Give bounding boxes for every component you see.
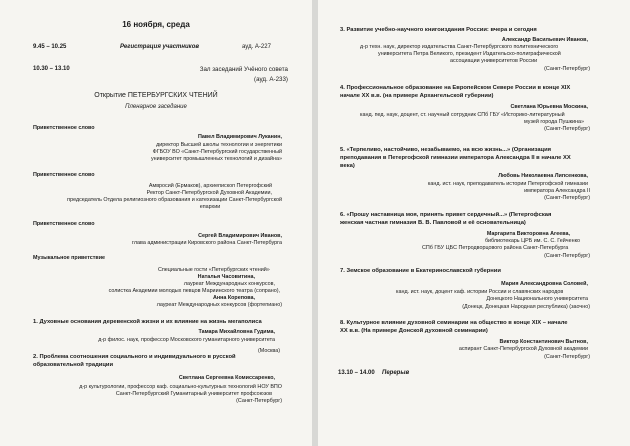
talk-line: аспирант Санкт-Петербургской Духовной академии (458, 346, 588, 352)
hall-room: (ауд. А-233) (254, 76, 288, 83)
talk-title-5: преподавания в Петергофской гимназии императора Александра II в начале XX (340, 155, 571, 161)
hall-label: Зал заседаний Учёного совета (199, 66, 288, 73)
talk-line: музей города Пушкина» (524, 119, 584, 125)
talk-title-4: 4. Профессиональное образование на Европейском Севере России в конце XIX (340, 85, 571, 91)
talk-speaker-8: Виктор Константинович Вытнов, (499, 339, 588, 345)
talk-line: д-р филос. наук, профессор Московского гуманитарного университета (98, 337, 275, 343)
talk-title-4: начале XX в.в. (на примере Архангельской губернии) (340, 93, 494, 99)
talk-line: (Санкт-Петербург) (544, 253, 590, 259)
talk-line: ассоциации университетов России (450, 58, 538, 64)
talk-speaker-3: Александр Васильевич Иванов, (501, 37, 588, 43)
greeting-line: председатель Отдела религиозного образования и катехизации Санкт-Петербургской (67, 197, 282, 203)
talk-title-1: 1. Духовные основания деревенской жизни и их влияние на жизнь мегаполиса (33, 319, 262, 325)
music-name-1: Наталья Часовитина, (197, 274, 255, 280)
greeting-name-1: Павел Владимирович Луканин, (197, 134, 282, 140)
break-time: 13.10 – 14.00 (338, 370, 375, 376)
music-name-2: Анна Корепова, (212, 295, 255, 301)
talk-title-8: 8. Культурное влияние духовной семинарии на общество в конце XIX – начале (340, 320, 568, 326)
talk-title-5: 5. «Терпеливо, настойчиво, незабываемо, на всю жизнь...» (Организация (340, 147, 552, 153)
music-guests: Специальные гости «Петербургских чтений» (158, 267, 270, 273)
talk-line: (Санкт-Петербург) (544, 66, 590, 72)
talk-line: императора Александра II (524, 188, 590, 194)
music-line: лауреат Международных конкурсов, (183, 281, 275, 287)
music-line: солистка Академии молодых певцов Мариинского театра (сопрано), (108, 288, 280, 294)
opening-heading: Открытие ПЕТЕРБУРГСКИХ ЧТЕНИЙ (94, 92, 218, 99)
talk-line: библиотекарь ЦРБ им. С. С. Гейченко (484, 238, 580, 244)
greeting-name-3: Сергей Владимирович Иванов, (198, 233, 282, 239)
talk-line: (Санкт-Петербург) (544, 195, 590, 201)
greeting-line: Ректор Санкт-Петербургской Духовной Академии, (146, 190, 272, 196)
talk-title-2: образовательной традиции (33, 362, 114, 368)
greeting-line: ФГБОУ ВО «Санкт-Петербургский государственный (152, 149, 282, 155)
talk-line: канд. пед. наук, доцент, ст. научный сотрудник СПб ГБУ «Историко-литературный (360, 112, 565, 118)
talk-title-6: 6. «Прошу наставница моя, принять привет сердечный...» (Петергофская (340, 212, 552, 218)
talk-line: (Москва) (258, 348, 280, 354)
talk-line: университета Петра Великого, президент Издательско-полиграфической (378, 51, 561, 57)
date-heading: 16 ноября, среда (122, 20, 190, 29)
talk-title-3: 3. Развитие учебно-научного книгоиздания России: вчера и сегодня (340, 27, 537, 33)
talk-line: (Санкт-Петербург) (236, 398, 282, 404)
left-page (0, 0, 312, 446)
talk-speaker-2: Светлана Сергеевна Комиссаренко, (178, 375, 275, 381)
talk-speaker-1: Тамара Михайловна Гудима, (198, 329, 275, 335)
talk-line: (Донецк, Донецкая Народная республика) (заочно) (462, 304, 590, 310)
time-plenary: 10.30 – 13.10 (33, 66, 70, 72)
talk-line: Донецкого Национального университета (486, 296, 588, 302)
talk-title-7: 7. Земское образование в Екатеринославской губернии (340, 268, 501, 274)
talk-title-8: XX в.в. (На примере Донской духовной семинарии) (340, 328, 488, 334)
greeting-line: директор Высшей школы технологии и энергетики (156, 142, 282, 148)
greeting-line: Амвросий (Ермаков), архиепископ Петергофский (148, 183, 272, 189)
right-page (318, 0, 630, 446)
greeting-label-1: Приветственное слово (33, 125, 95, 131)
plenary-label: Пленарное заседание (125, 104, 187, 110)
greeting-line: глава администрации Кировского района Санкт-Петербурга (132, 240, 282, 246)
music-label: Музыкальное приветствие (33, 255, 106, 261)
talk-line: канд. ист. наук, доцент каф. истории России и славянских народов (396, 289, 564, 295)
greeting-line: епархии (199, 204, 221, 210)
talk-line: (Санкт-Петербург) (544, 126, 590, 132)
greeting-label-2: Приветственное слово (33, 172, 95, 178)
room-registration: ауд. А-227 (242, 44, 271, 50)
talk-speaker-7: Мария Александровна Соловей, (501, 281, 588, 287)
talk-speaker-4: Светлана Юрьевна Москина, (510, 104, 588, 110)
talk-speaker-6: Маргарита Викторовна Агеева, (486, 231, 570, 237)
talk-title-5: века) (340, 163, 355, 169)
talk-title-2: 2. Проблема соотношения социального и индивидуального в русской (33, 354, 236, 360)
talk-line: Санкт-Петербургский Гуманитарный университет профсоюзов (115, 391, 272, 397)
music-line: лауреат Международных конкурсов (фортепиано) (156, 302, 282, 308)
talk-title-6: женская частная гимназия В. В. Павловой и её основательница) (340, 220, 526, 226)
talk-speaker-5: Любовь Николаевна Липсенкова, (498, 173, 588, 179)
talk-line: СПб ГБУ ЦБС Петродворцового района Санкт-Петербурга (422, 245, 569, 251)
talk-line: (Санкт-Петербург) (544, 354, 590, 360)
time-registration: 9.45 – 10.25 (33, 44, 67, 50)
greeting-line: университет промышленных технологий и дизайна» (150, 156, 282, 162)
talk-line: д-р техн. наук, директор издательства Санкт-Петербургского политехнического (360, 44, 559, 50)
registration-label: Регистрация участников (120, 44, 200, 50)
talk-line: канд. ист. наук, преподаватель истории Петергофской гимназии (427, 181, 588, 187)
break-label: Перерыв (382, 370, 410, 376)
greeting-label-3: Приветственное слово (33, 221, 95, 227)
talk-line: д-р культурологии, профессор каф. социально-культурных технологий НОУ ВПО (79, 384, 282, 390)
